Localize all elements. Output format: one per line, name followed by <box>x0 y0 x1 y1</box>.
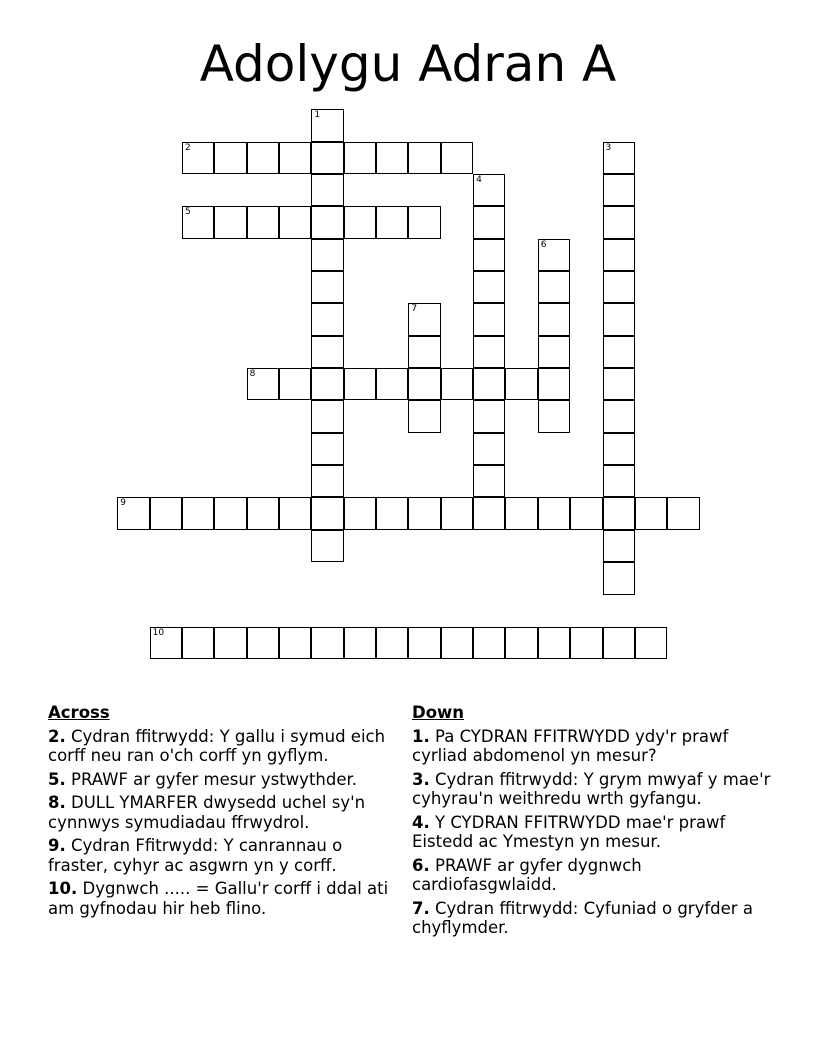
clue-number: 2. <box>48 726 66 746</box>
down-clue <box>412 899 772 938</box>
grid-cell[interactable] <box>473 271 505 303</box>
clue-number: 9. <box>48 836 66 855</box>
grid-cell[interactable] <box>441 627 473 659</box>
grid-cell[interactable] <box>408 627 440 659</box>
grid-cell[interactable] <box>603 627 635 659</box>
grid-cell[interactable] <box>667 497 699 529</box>
grid-cell[interactable] <box>408 336 440 368</box>
grid-cell[interactable] <box>603 497 635 529</box>
grid-cell[interactable] <box>473 336 505 368</box>
grid-cell[interactable] <box>538 400 570 432</box>
grid-cell[interactable] <box>311 142 343 174</box>
grid-cell[interactable] <box>505 627 537 659</box>
grid-cell[interactable] <box>473 400 505 432</box>
grid-cell[interactable] <box>473 174 505 206</box>
clue-text: Cydran ffitrwydd: Cyfuniad o gryfder a chyflymder. <box>412 898 753 937</box>
clue-text: Dygnwch ..... = Gallu'r corff i ddal ati am gyfnodau hir heb flino. <box>48 879 389 918</box>
clue-number: 10. <box>48 879 78 898</box>
down-heading: Down <box>412 703 465 722</box>
clue-number: 7 <box>411 304 418 315</box>
grid-cell[interactable] <box>408 303 440 335</box>
grid-cell[interactable] <box>311 433 343 465</box>
grid-cell[interactable] <box>473 206 505 238</box>
grid-cell[interactable] <box>311 400 343 432</box>
grid-cell[interactable] <box>603 271 635 303</box>
grid-cell[interactable] <box>473 627 505 659</box>
grid-cell[interactable] <box>538 497 570 529</box>
grid-cell[interactable] <box>279 368 311 400</box>
clue-text: PRAWF ar gyfer dygnwch cardiofasgwlaidd. <box>412 855 642 894</box>
grid-cell[interactable] <box>311 627 343 659</box>
down-clue <box>412 856 772 895</box>
clue-text: Y CYDRAN FFITRWYDD mae'r prawf Eistedd ac Ymestyn yn mesur. <box>412 812 726 851</box>
clue-number: 3 <box>605 142 612 153</box>
grid-cell[interactable] <box>603 368 635 400</box>
clue-number: 1 <box>314 110 321 121</box>
grid-cell[interactable] <box>311 239 343 271</box>
grid-cell[interactable] <box>279 497 311 529</box>
grid-cell[interactable] <box>408 142 440 174</box>
clue-text: PRAWF ar gyfer mesur ystwythder. <box>71 769 358 789</box>
grid-cell[interactable] <box>473 303 505 335</box>
down-clue <box>412 813 772 852</box>
clue-number: 6. <box>412 855 430 875</box>
grid-cell[interactable] <box>247 627 279 659</box>
grid-cell[interactable] <box>635 497 667 529</box>
grid-cell[interactable] <box>311 465 343 497</box>
clue-number: 9 <box>120 498 126 509</box>
grid-cell[interactable] <box>473 497 505 529</box>
grid-cell[interactable] <box>214 627 246 659</box>
grid-cell[interactable] <box>150 627 182 659</box>
clue-text: Pa CYDRAN FFITRWYDD ydy'r prawf cyrliad abdomenol yn mesur? <box>412 726 729 765</box>
grid-cell[interactable] <box>376 206 408 238</box>
clue-number: 4. <box>412 812 430 832</box>
grid-cell[interactable] <box>603 433 635 465</box>
across-clues <box>48 703 398 922</box>
across-clue <box>48 770 398 790</box>
grid-cell[interactable] <box>570 497 602 529</box>
grid-cell[interactable] <box>603 303 635 335</box>
grid-cell[interactable] <box>408 368 440 400</box>
grid-cell[interactable] <box>344 497 376 529</box>
grid-cell[interactable] <box>311 109 343 141</box>
grid-cell[interactable] <box>376 497 408 529</box>
grid-cell[interactable] <box>603 239 635 271</box>
grid-cell[interactable] <box>473 433 505 465</box>
grid-cell[interactable] <box>182 206 214 238</box>
grid-cell[interactable] <box>408 206 440 238</box>
grid-cell[interactable] <box>247 368 279 400</box>
grid-cell[interactable] <box>408 497 440 529</box>
grid-cell[interactable] <box>150 497 182 529</box>
grid-cell[interactable] <box>408 400 440 432</box>
grid-cell[interactable] <box>603 465 635 497</box>
grid-cell[interactable] <box>311 206 343 238</box>
page-title: Adolygu Adran A <box>199 35 617 93</box>
clue-number: 2 <box>184 142 191 153</box>
down-clue <box>412 727 772 766</box>
grid-cell[interactable] <box>441 142 473 174</box>
grid-cell[interactable] <box>538 336 570 368</box>
grid-cell[interactable] <box>603 530 635 562</box>
grid-cell[interactable] <box>247 142 279 174</box>
grid-cell[interactable] <box>505 497 537 529</box>
grid-cell[interactable] <box>603 336 635 368</box>
grid-cell[interactable] <box>538 271 570 303</box>
clue-number: 8. <box>48 793 66 812</box>
grid-cell[interactable] <box>279 206 311 238</box>
grid-cell[interactable] <box>344 368 376 400</box>
across-heading: Across <box>48 703 110 722</box>
grid-cell[interactable] <box>570 627 602 659</box>
grid-cell[interactable] <box>473 465 505 497</box>
grid-cell[interactable] <box>473 239 505 271</box>
clue-number: 6 <box>540 239 547 250</box>
clue-number: 10 <box>152 627 165 638</box>
grid-cell[interactable] <box>603 174 635 206</box>
grid-cell[interactable] <box>376 142 408 174</box>
clue-text: DULL YMARFER dwysedd uchel sy'n cynnwys symudiadau ffrwydrol. <box>48 793 366 832</box>
grid-cell[interactable] <box>473 368 505 400</box>
grid-cell[interactable] <box>376 627 408 659</box>
grid-cell[interactable] <box>538 239 570 271</box>
grid-cell[interactable] <box>247 497 279 529</box>
grid-cell[interactable] <box>344 627 376 659</box>
grid-cell[interactable] <box>538 627 570 659</box>
grid-cell[interactable] <box>279 142 311 174</box>
grid-cell[interactable] <box>311 271 343 303</box>
clue-text: Cydran ffitrwydd: Y gallu i symud eich corff neu ran o'ch corff yn gyflym. <box>48 726 386 765</box>
clue-number: 3. <box>412 769 430 789</box>
grid-cell[interactable] <box>311 497 343 529</box>
across-clue <box>48 727 398 766</box>
grid-cell[interactable] <box>538 303 570 335</box>
grid-cell[interactable] <box>311 530 343 562</box>
grid-cell[interactable] <box>603 206 635 238</box>
grid-cell[interactable] <box>603 400 635 432</box>
grid-cell[interactable] <box>214 206 246 238</box>
grid-cell[interactable] <box>214 497 246 529</box>
across-clue <box>48 836 398 875</box>
grid-cell[interactable] <box>505 368 537 400</box>
grid-cell[interactable] <box>247 206 279 238</box>
grid-cell[interactable] <box>603 562 635 594</box>
grid-cell[interactable] <box>182 497 214 529</box>
clue-text: Cydran ffitrwydd: Y grym mwyaf y mae'r cyhyrau'n weithredu wrth gyfangu. <box>412 769 771 808</box>
grid-cell[interactable] <box>279 627 311 659</box>
clue-number: 1. <box>412 726 430 746</box>
clue-number: 5 <box>184 207 191 218</box>
grid-cell[interactable] <box>344 142 376 174</box>
grid-cell[interactable] <box>117 497 149 529</box>
across-clue <box>48 793 398 832</box>
grid-cell[interactable] <box>311 336 343 368</box>
clue-number: 4 <box>476 174 482 185</box>
grid-cell[interactable] <box>311 368 343 400</box>
clue-text: Cydran Ffitrwydd: Y canrannau o fraster, cyhyr ac asgwrn yn y corff. <box>48 836 343 875</box>
clue-number: 7. <box>412 898 430 918</box>
down-clues <box>412 703 772 942</box>
grid-cell[interactable] <box>344 206 376 238</box>
grid-cell[interactable] <box>311 174 343 206</box>
grid-cell[interactable] <box>538 368 570 400</box>
grid-cell[interactable] <box>441 497 473 529</box>
grid-cell[interactable] <box>214 142 246 174</box>
grid-cell[interactable] <box>182 627 214 659</box>
grid-cell[interactable] <box>635 627 667 659</box>
grid-cell[interactable] <box>311 303 343 335</box>
down-clue <box>412 770 772 809</box>
clue-number: 5. <box>48 769 66 789</box>
grid-cell[interactable] <box>182 142 214 174</box>
across-clue <box>48 879 398 918</box>
grid-cell[interactable] <box>603 142 635 174</box>
grid-cell[interactable] <box>376 368 408 400</box>
grid-cell[interactable] <box>441 368 473 400</box>
clue-number: 8 <box>249 369 256 380</box>
